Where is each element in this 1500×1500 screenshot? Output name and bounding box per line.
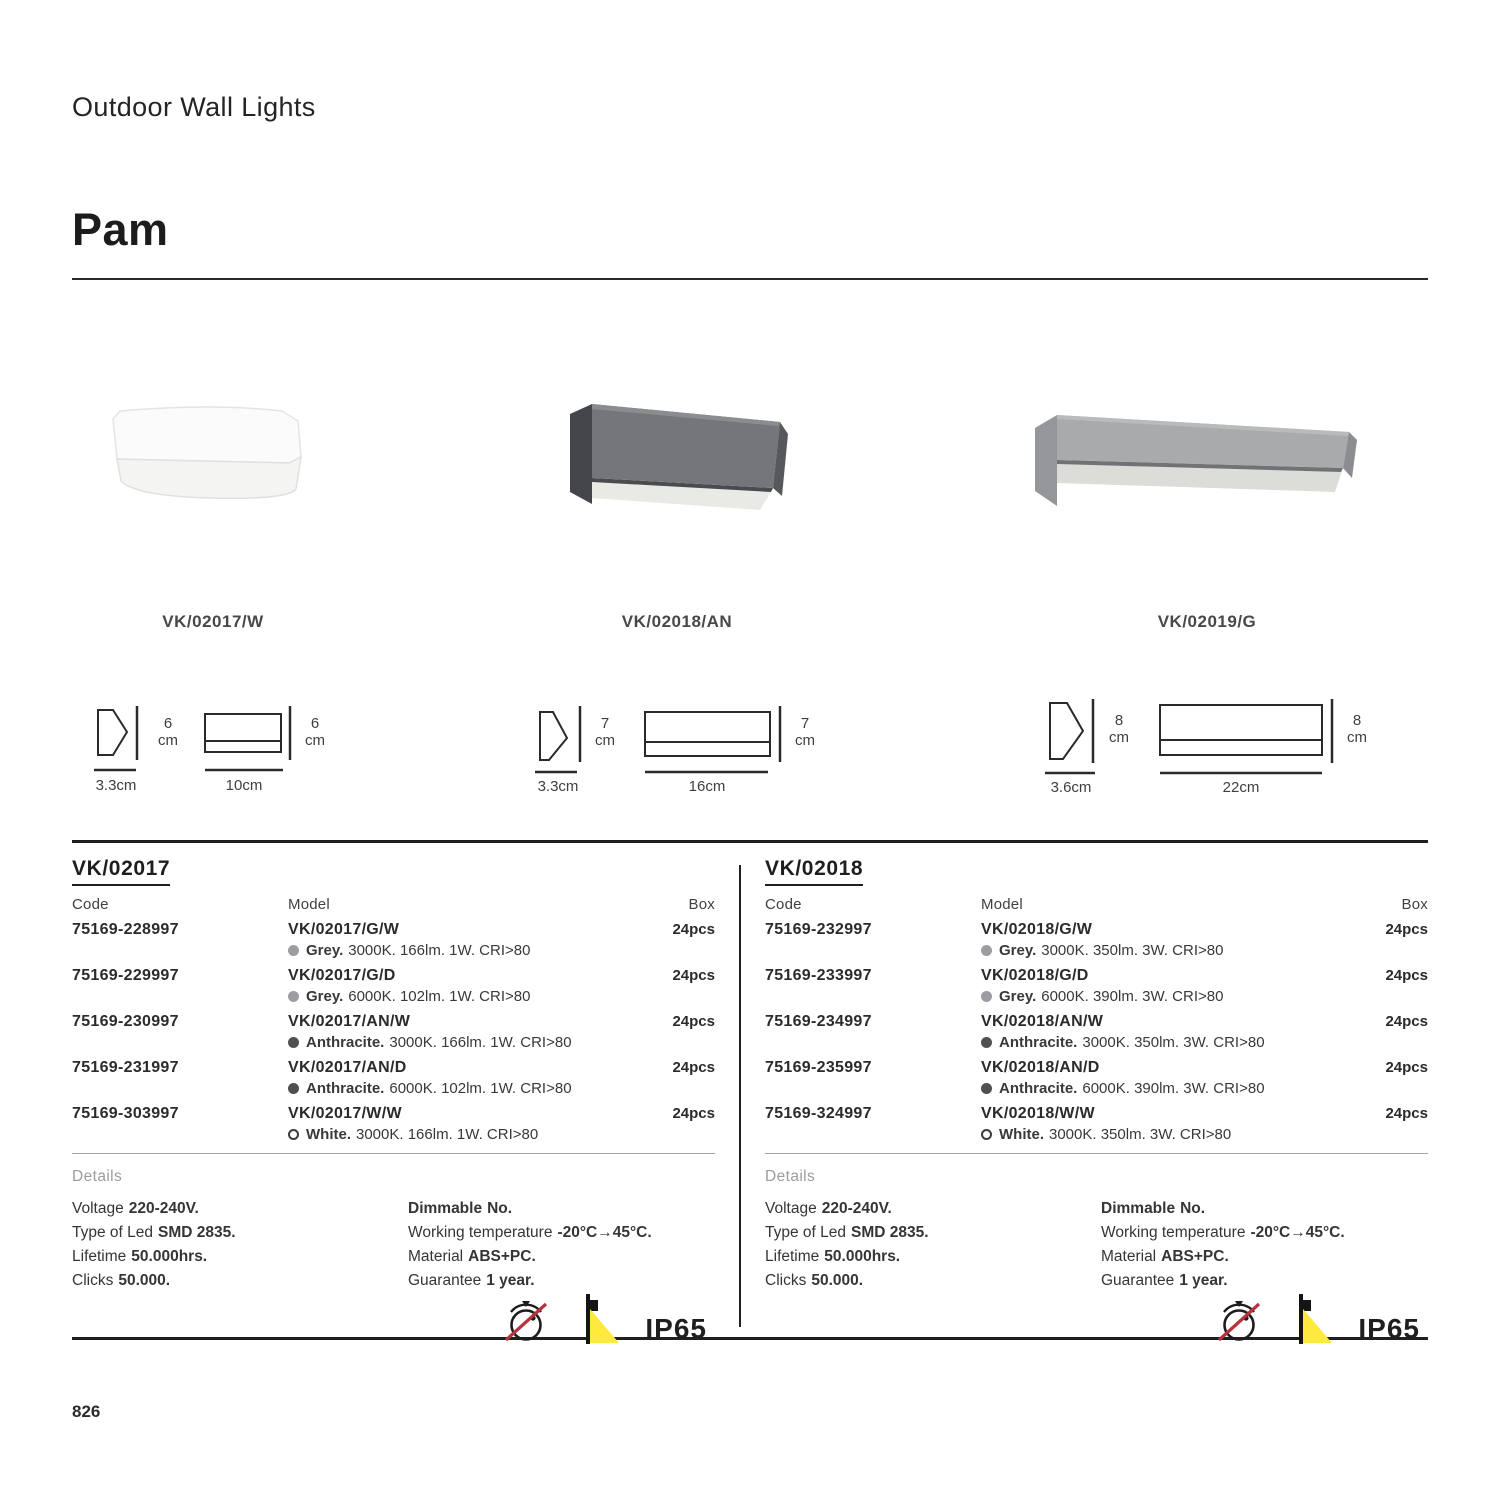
- detail-label: Voltage: [765, 1200, 817, 1217]
- box-quantity: 24pcs: [1385, 1013, 1428, 1030]
- table-row: [765, 1059, 1428, 1097]
- spec-line: [981, 1034, 1348, 1051]
- front-view-shape: [645, 712, 770, 756]
- color-name: White.: [306, 1126, 351, 1143]
- color-dot-icon: [288, 945, 299, 956]
- details-right-column: [1101, 1197, 1428, 1293]
- depth-value: 3.3cm: [537, 778, 579, 795]
- detail-label: Clicks: [72, 1272, 114, 1289]
- detail-line: [765, 1245, 1101, 1269]
- front-view-shape: [1160, 705, 1322, 755]
- details-label: Details: [765, 1168, 816, 1185]
- color-name: Grey.: [306, 988, 344, 1005]
- model-number: VK/02017/W/W: [288, 1105, 402, 1122]
- spec-text: 3000K. 350lm. 3W. CRI>80: [1049, 1126, 1232, 1143]
- detail-label: Clicks: [765, 1272, 807, 1289]
- front-height-unit: cm: [1347, 729, 1367, 746]
- model-cell: [288, 967, 635, 1005]
- front-height-value: 7: [800, 715, 810, 732]
- detail-line: [408, 1221, 715, 1245]
- box-quantity: 24pcs: [1385, 1105, 1428, 1122]
- detail-value: 50.000.: [118, 1272, 171, 1289]
- product-code-label: VK/02018/AN: [621, 612, 733, 631]
- column-header-code: Code: [72, 896, 109, 913]
- box-quantity: 24pcs: [672, 967, 715, 984]
- detail-line: [72, 1269, 408, 1293]
- table-row: [72, 1105, 715, 1143]
- detail-value: No.: [1180, 1200, 1206, 1217]
- depth-value: 3.6cm: [1050, 779, 1092, 796]
- column-header-model: Model: [981, 896, 1023, 913]
- not-dimmable-icon: [499, 1295, 555, 1345]
- spec-line: [288, 988, 635, 1005]
- product-code-label: VK/02019/G: [1157, 612, 1257, 631]
- page-title: Pam: [72, 204, 169, 255]
- detail-line: [765, 1221, 1101, 1245]
- detail-value: 50.000hrs.: [131, 1248, 208, 1265]
- box-quantity: 24pcs: [672, 1105, 715, 1122]
- depth-value: 3.3cm: [95, 777, 137, 794]
- spec-line: [981, 988, 1348, 1005]
- details: [72, 1197, 715, 1293]
- details-label: Details: [72, 1168, 123, 1185]
- product-code-label: VK/02017/W: [162, 612, 264, 631]
- spec-line: [981, 942, 1348, 959]
- details-divider: [72, 1153, 715, 1154]
- product-photo-vk02019g: [1015, 398, 1365, 533]
- table-row: [765, 1105, 1428, 1143]
- detail-label: Lifetime: [72, 1248, 127, 1265]
- model-number: VK/02018/AN/D: [981, 1059, 1100, 1076]
- product-code: 75169-229997: [72, 967, 179, 984]
- page-category: Outdoor Wall Lights: [72, 92, 316, 122]
- model-cell: [288, 921, 635, 959]
- detail-value: -20°C→45°C.: [557, 1224, 652, 1241]
- details: [765, 1197, 1428, 1293]
- side-height-unit: cm: [595, 732, 615, 749]
- detail-line: [408, 1197, 715, 1221]
- model-cell: [981, 1059, 1348, 1097]
- detail-value: 220-240V.: [128, 1200, 199, 1217]
- front-height-unit: cm: [795, 732, 815, 749]
- product-code: 75169-232997: [765, 921, 872, 938]
- width-value: 22cm: [1222, 779, 1260, 796]
- detail-label: Type of Led: [765, 1224, 847, 1241]
- box-quantity: 24pcs: [672, 1013, 715, 1030]
- spec-line: [981, 1080, 1348, 1097]
- spec-text: 3000K. 166lm. 1W. CRI>80: [348, 942, 531, 959]
- box-quantity: 24pcs: [1385, 921, 1428, 938]
- table-row: [72, 1059, 715, 1097]
- model-number: VK/02018/G/D: [981, 967, 1089, 984]
- dimensions-diagram-1: [80, 698, 330, 798]
- width-value: 16cm: [688, 778, 726, 795]
- box-quantity: 24pcs: [672, 921, 715, 938]
- detail-label: Type of Led: [72, 1224, 154, 1241]
- product-code: 75169-231997: [72, 1059, 179, 1076]
- detail-line: [408, 1269, 715, 1293]
- detail-line: [1101, 1221, 1428, 1245]
- spec-text: 3000K. 166lm. 1W. CRI>80: [389, 1034, 572, 1051]
- color-name: Anthracite.: [306, 1034, 385, 1051]
- box-quantity: 24pcs: [672, 1059, 715, 1076]
- model-number: VK/02018/W/W: [981, 1105, 1095, 1122]
- detail-label: Dimmable: [1101, 1200, 1176, 1217]
- details-left-column: [72, 1197, 408, 1293]
- detail-line: [408, 1245, 715, 1269]
- color-dot-icon: [288, 1037, 299, 1048]
- side-height-value: 7: [600, 715, 610, 732]
- width-value: 10cm: [225, 777, 263, 794]
- certification-icons-row: [765, 1295, 1428, 1345]
- wall-light-beam-icon: [579, 1293, 621, 1345]
- spec-text: 3000K. 350lm. 3W. CRI>80: [1041, 942, 1224, 959]
- details-left-column: [765, 1197, 1101, 1293]
- detail-label: Voltage: [72, 1200, 124, 1217]
- model-cell: [981, 967, 1348, 1005]
- model-number: VK/02017/AN/D: [288, 1059, 407, 1076]
- details-right-column: [408, 1197, 715, 1293]
- table-row: [72, 921, 715, 959]
- table-row: [765, 967, 1428, 1005]
- side-height-unit: cm: [1109, 729, 1129, 746]
- detail-line: [72, 1245, 408, 1269]
- product-code: 75169-233997: [765, 967, 872, 984]
- detail-label: Working temperature: [408, 1224, 553, 1241]
- detail-line: [765, 1269, 1101, 1293]
- color-name: Grey.: [306, 942, 344, 959]
- column-divider: [739, 865, 741, 1327]
- product-photo-vk02018an: [540, 392, 805, 542]
- detail-label: Lifetime: [765, 1248, 820, 1265]
- product-code: 75169-235997: [765, 1059, 872, 1076]
- side-height-value: 8: [1114, 712, 1124, 729]
- group-heading: VK/02018: [765, 857, 1428, 886]
- spec-line: [981, 1126, 1348, 1143]
- front-view-shape: [205, 714, 281, 752]
- detail-value: 50.000hrs.: [824, 1248, 901, 1265]
- color-name: White.: [999, 1126, 1044, 1143]
- detail-label: Material: [1101, 1248, 1157, 1265]
- table-vk02017: [72, 843, 715, 1344]
- table-vk02018: [765, 843, 1428, 1344]
- side-profile-shape: [1050, 703, 1083, 759]
- detail-line: [1101, 1245, 1428, 1269]
- spec-line: [288, 1080, 635, 1097]
- detail-line: [1101, 1197, 1428, 1221]
- color-dot-icon: [288, 1129, 299, 1140]
- color-name: Grey.: [999, 988, 1037, 1005]
- spec-text: 6000K. 102lm. 1W. CRI>80: [389, 1080, 572, 1097]
- model-number: VK/02018/AN/W: [981, 1013, 1104, 1030]
- detail-value: 1 year.: [1179, 1272, 1228, 1289]
- table-row: [72, 967, 715, 1005]
- side-height-unit: cm: [158, 732, 178, 749]
- detail-label: Working temperature: [1101, 1224, 1246, 1241]
- certification-icons-row: [72, 1295, 715, 1345]
- detail-value: SMD 2835.: [851, 1224, 929, 1241]
- spec-text: 6000K. 390lm. 3W. CRI>80: [1041, 988, 1224, 1005]
- table-rows: [72, 921, 715, 1143]
- table-header: [765, 896, 1428, 913]
- table-header: [72, 896, 715, 913]
- detail-value: ABS+PC.: [468, 1248, 536, 1265]
- model-number: VK/02017/G/W: [288, 921, 400, 938]
- table-row: [765, 1013, 1428, 1051]
- column-header-model: Model: [288, 896, 330, 913]
- model-number: VK/02017/G/D: [288, 967, 396, 984]
- color-dot-icon: [981, 1037, 992, 1048]
- product-photo-vk02017w: [90, 395, 330, 545]
- model-cell: [981, 1013, 1348, 1051]
- model-cell: [981, 1105, 1348, 1143]
- spec-text: 6000K. 102lm. 1W. CRI>80: [348, 988, 531, 1005]
- spec-text: 3000K. 166lm. 1W. CRI>80: [356, 1126, 539, 1143]
- detail-label: Material: [408, 1248, 464, 1265]
- model-number: VK/02017/AN/W: [288, 1013, 411, 1030]
- color-dot-icon: [981, 1129, 992, 1140]
- color-name: Anthracite.: [999, 1080, 1078, 1097]
- spec-text: 6000K. 390lm. 3W. CRI>80: [1082, 1080, 1265, 1097]
- front-height-value: 6: [310, 715, 320, 732]
- details-divider: [765, 1153, 1428, 1154]
- product-code: 75169-324997: [765, 1105, 872, 1122]
- detail-line: [1101, 1269, 1428, 1293]
- ip-rating: IP65: [645, 1313, 707, 1344]
- spec-line: [288, 1034, 635, 1051]
- detail-value: 220-240V.: [821, 1200, 892, 1217]
- table-rows: [765, 921, 1428, 1143]
- model-cell: [288, 1059, 635, 1097]
- detail-value: ABS+PC.: [1161, 1248, 1229, 1265]
- front-height-unit: cm: [305, 732, 325, 749]
- ip-rating: IP65: [1358, 1313, 1420, 1344]
- color-dot-icon: [981, 991, 992, 1002]
- detail-line: [72, 1197, 408, 1221]
- spec-text: 3000K. 350lm. 3W. CRI>80: [1082, 1034, 1265, 1051]
- title-rule: [72, 278, 1428, 280]
- detail-value: 1 year.: [486, 1272, 535, 1289]
- not-dimmable-icon: [1212, 1295, 1268, 1345]
- model-cell: [288, 1105, 635, 1143]
- product-code: 75169-230997: [72, 1013, 179, 1030]
- detail-value: -20°C→45°C.: [1250, 1224, 1345, 1241]
- side-height-value: 6: [163, 715, 173, 732]
- product-code: 75169-228997: [72, 921, 179, 938]
- product-code: 75169-303997: [72, 1105, 179, 1122]
- page-number: 826: [72, 1402, 101, 1421]
- detail-line: [72, 1221, 408, 1245]
- detail-label: Dimmable: [408, 1200, 483, 1217]
- color-dot-icon: [288, 991, 299, 1002]
- color-dot-icon: [981, 1083, 992, 1094]
- detail-line: [765, 1197, 1101, 1221]
- detail-value: 50.000.: [811, 1272, 864, 1289]
- table-row: [765, 921, 1428, 959]
- color-name: Anthracite.: [306, 1080, 385, 1097]
- detail-label: Guarantee: [408, 1272, 482, 1289]
- spec-line: [288, 1126, 635, 1143]
- box-quantity: 24pcs: [1385, 967, 1428, 984]
- dimensions-diagram-2: [525, 698, 825, 798]
- color-dot-icon: [288, 1083, 299, 1094]
- color-name: Anthracite.: [999, 1034, 1078, 1051]
- product-code: 75169-234997: [765, 1013, 872, 1030]
- detail-label: Guarantee: [1101, 1272, 1175, 1289]
- front-height-value: 8: [1352, 712, 1362, 729]
- dimensions-diagram-3: [1035, 693, 1375, 798]
- spec-line: [288, 942, 635, 959]
- wall-light-beam-icon: [1292, 1293, 1334, 1345]
- detail-value: SMD 2835.: [158, 1224, 236, 1241]
- color-name: Grey.: [999, 942, 1037, 959]
- model-cell: [981, 921, 1348, 959]
- detail-value: No.: [487, 1200, 513, 1217]
- column-header-code: Code: [765, 896, 802, 913]
- side-profile-shape: [540, 712, 567, 760]
- model-number: VK/02018/G/W: [981, 921, 1093, 938]
- box-quantity: 24pcs: [1385, 1059, 1428, 1076]
- column-header-box: Box: [688, 896, 715, 913]
- side-profile-shape: [98, 710, 127, 755]
- group-heading: VK/02017: [72, 857, 715, 886]
- model-cell: [288, 1013, 635, 1051]
- column-header-box: Box: [1401, 896, 1428, 913]
- product-tables-section: [72, 840, 1428, 1344]
- color-dot-icon: [981, 945, 992, 956]
- table-row: [72, 1013, 715, 1051]
